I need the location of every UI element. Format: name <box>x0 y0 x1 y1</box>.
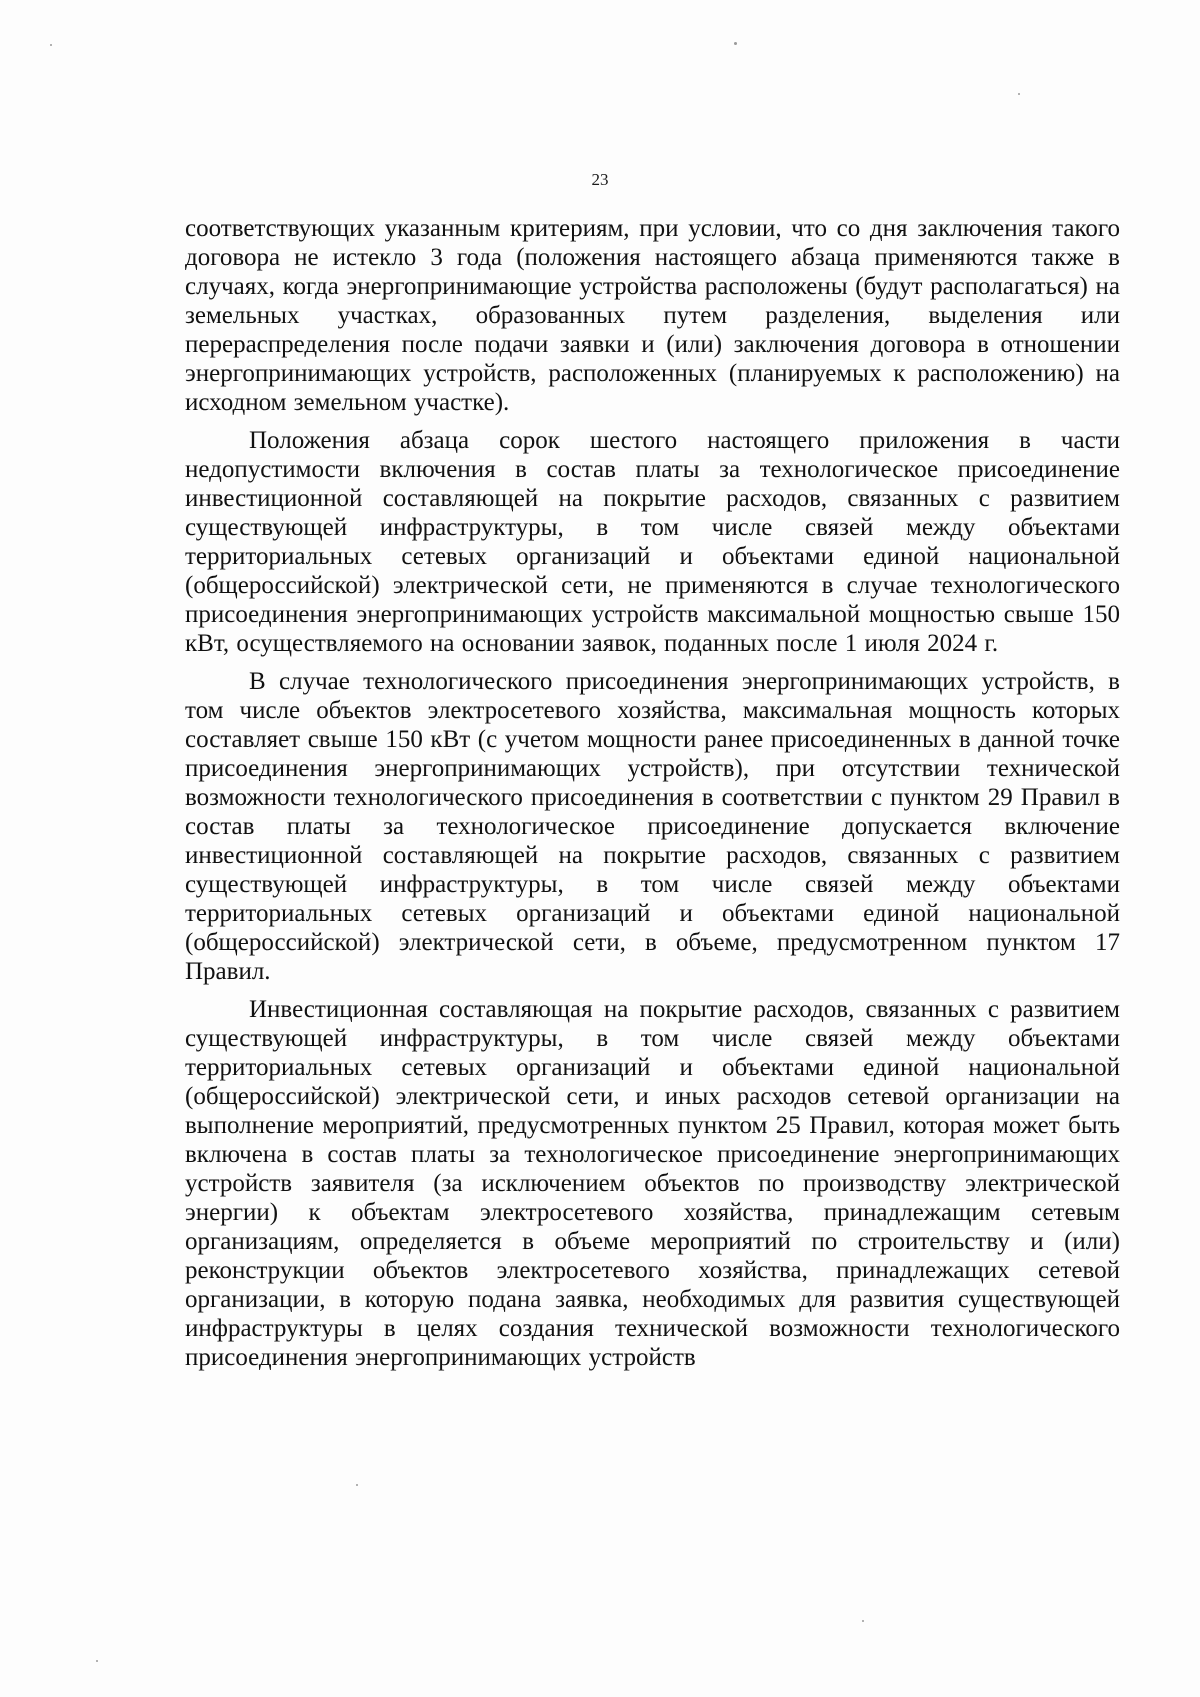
paragraph: Инвестиционная составляющая на покрытие расходов, связанных с развитием существующей инфраструктуры, в том числе связей между объектами территориальных сетевых организаций и объектами единой национальной (общероссийской) электрической сети, и иных расходов сетевой организации на выполнение мероприятий, предусмотренных пунктом 25 Правил, которая может быть включена в состав платы за технологическое присоединение энергопринимающих устройств заявителя (за исключением объектов по производству электрической энергии) к объектам электросетевого хозяйства, принадлежащим сетевым организациям, определяется в объеме мероприятий по строительству и (или) реконструкции объектов электросетевого хозяйства, принадлежащих сетевой организации, в которую подана заявка, необходимых для развития существующей инфраструктуры в целях создания технической возможности технологического присоединения энергопринимающих устройств <box>185 996 1120 1371</box>
scan-speck <box>734 42 737 45</box>
scan-speck <box>862 1620 864 1622</box>
paragraph: В случае технологического присоединения энергопринимающих устройств, в том числе объектов электросетевого хозяйства, максимальная мощность которых составляет свыше 150 кВт (с учетом мощности ранее присоединенных в данной точке присоединения энергопринимающих устройств), при отсутствии технической возможности технологического присоединения в соответствии с пунктом 29 Правил в состав платы за технологическое присоединение допускается включение инвестиционной составляющей на покрытие расходов, связанных с развитием существующей инфраструктуры, в том числе связей между объектами территориальных сетевых организаций и объектами единой национальной (общероссийской) электрической сети, в объеме, предусмотренном пунктом 17 Правил. <box>185 668 1120 985</box>
scan-speck <box>1018 93 1020 95</box>
scan-speck <box>356 1484 358 1486</box>
page-number: 23 <box>591 170 609 189</box>
scan-speck <box>96 1660 98 1662</box>
paragraph-continuation: соответствующих указанным критериям, при условии, что со дня заключения такого договора не истекло 3 года (положения настоящего абзаца применяются также в случаях, когда энергопринимающие устройства расположены (будут располагаться) на земельных участках, образованных путем разделения, выделения или перераспределения после подачи заявки и (или) заключения договора в отношении энергопринимающих устройств, расположенных (планируемых к расположению) на исходном земельном участке). <box>185 215 1120 416</box>
scan-speck <box>50 44 52 46</box>
paragraph: Положения абзаца сорок шестого настоящего приложения в части недопустимости включения в состав платы за технологическое присоединение инвестиционной составляющей на покрытие расходов, связанных с развитием существующей инфраструктуры, в том числе связей между объектами территориальных сетевых организаций и объектами единой национальной (общероссийской) электрической сети, не применяются в случае технологического присоединения энергопринимающих устройств максимальной мощностью свыше 150 кВт, осуществляемого на основании заявок, поданных после 1 июля 2024 г. <box>185 427 1120 657</box>
document-body <box>185 214 1120 1372</box>
